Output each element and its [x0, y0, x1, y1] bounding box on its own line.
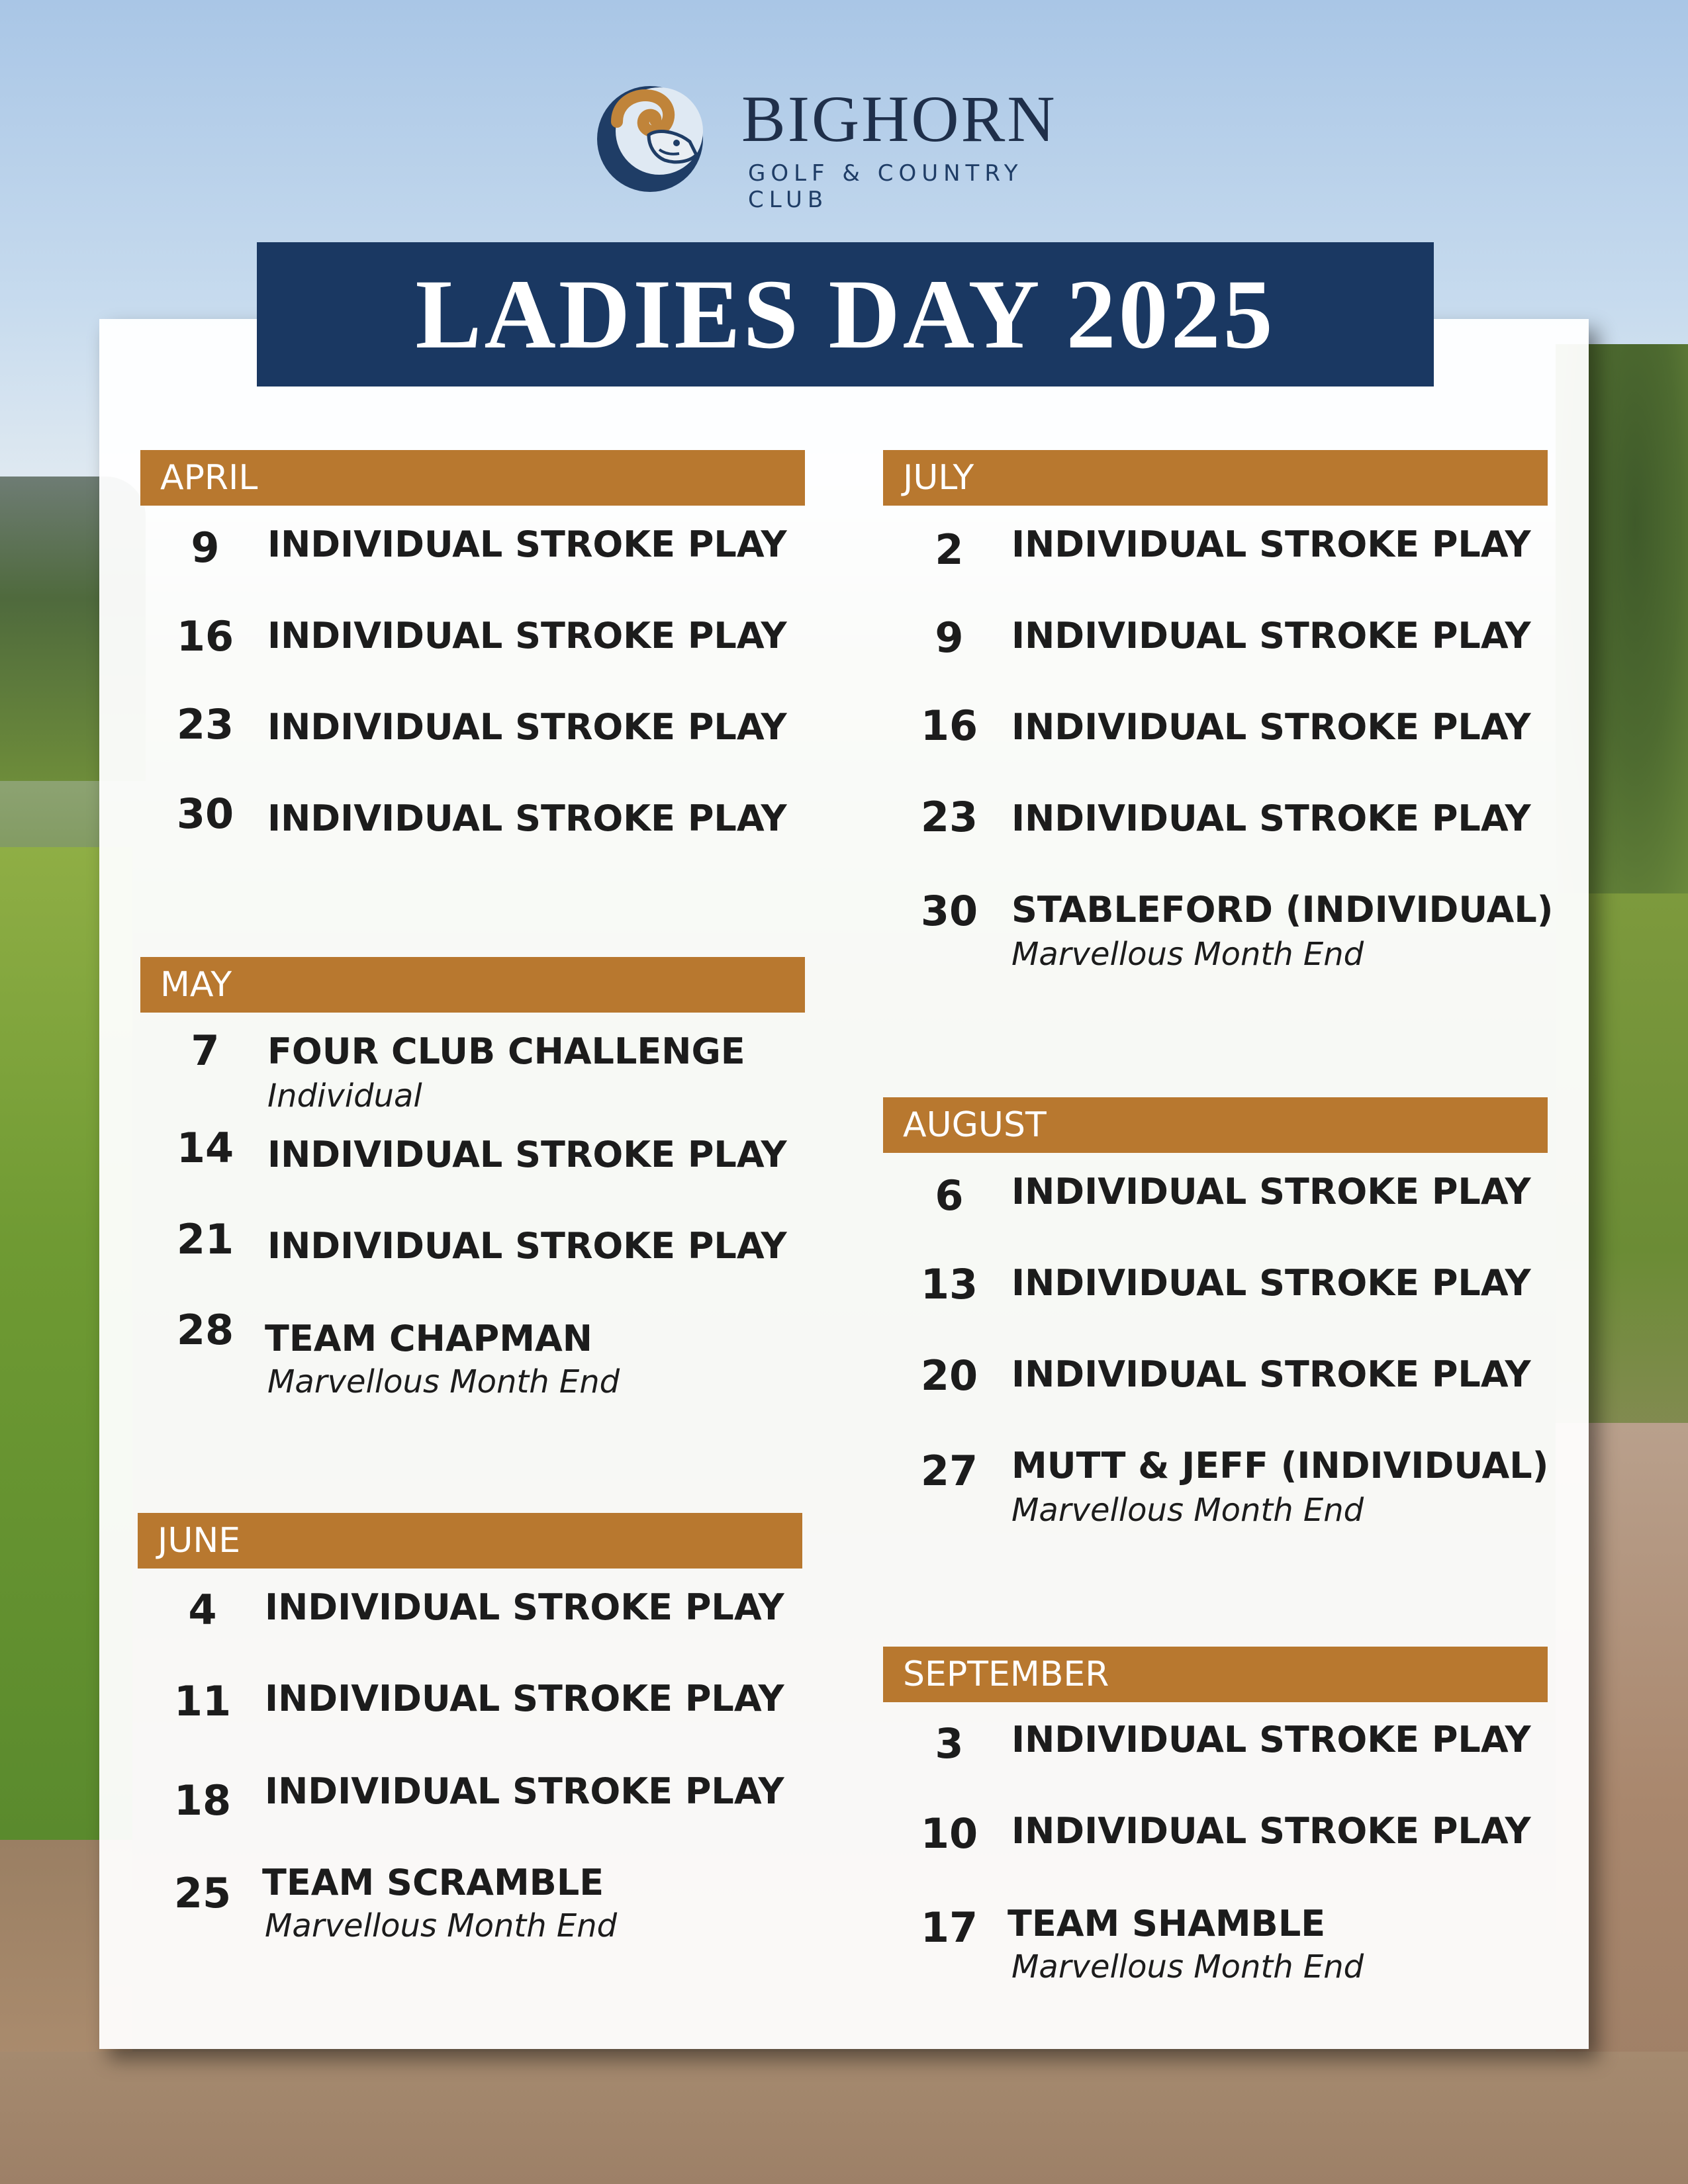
- event-title: TEAM SCRAMBLE: [262, 1862, 604, 1903]
- event-day: 14: [176, 1124, 234, 1172]
- title-banner: [257, 242, 1434, 387]
- event-title: INDIVIDUAL STROKE PLAY: [265, 1678, 784, 1719]
- event-title: INDIVIDUAL STROKE PLAY: [267, 1225, 787, 1267]
- event-title: STABLEFORD (INDIVIDUAL): [1011, 889, 1554, 931]
- event-subtitle: Marvellous Month End: [267, 1363, 620, 1400]
- event-title: INDIVIDUAL STROKE PLAY: [1011, 1353, 1531, 1395]
- event-day: 10: [920, 1809, 978, 1858]
- event-title: INDIVIDUAL STROKE PLAY: [267, 523, 787, 565]
- event-title: INDIVIDUAL STROKE PLAY: [1011, 1171, 1531, 1212]
- event-title: INDIVIDUAL STROKE PLAY: [265, 1586, 784, 1628]
- month-header-august: AUGUST: [883, 1097, 1548, 1153]
- event-title: INDIVIDUAL STROKE PLAY: [1011, 797, 1531, 839]
- event-title: TEAM SHAMBLE: [1008, 1903, 1326, 1944]
- event-day: 30: [176, 790, 234, 838]
- event-day: 20: [920, 1351, 978, 1400]
- event-day: 3: [935, 1719, 964, 1768]
- month-header-june: JUNE: [138, 1513, 802, 1569]
- event-subtitle: Marvellous Month End: [1011, 936, 1364, 973]
- event-day: 9: [935, 614, 964, 662]
- event-day: 18: [173, 1776, 232, 1825]
- event-day: 23: [176, 700, 234, 749]
- event-day: 13: [920, 1260, 978, 1308]
- event-title: INDIVIDUAL STROKE PLAY: [1011, 523, 1531, 565]
- ram-head-logo-icon: [590, 75, 710, 195]
- event-title: INDIVIDUAL STROKE PLAY: [1011, 615, 1531, 657]
- event-subtitle: Individual: [267, 1077, 422, 1115]
- event-day: 6: [935, 1171, 964, 1220]
- month-header-april: APRIL: [140, 450, 805, 506]
- month-header-september: SEPTEMBER: [883, 1647, 1548, 1702]
- event-day: 17: [920, 1903, 978, 1952]
- event-day: 30: [920, 887, 978, 935]
- event-title: FOUR CLUB CHALLENGE: [267, 1030, 745, 1072]
- event-day: 16: [920, 702, 978, 750]
- event-day: 23: [920, 793, 978, 841]
- event-day: 7: [191, 1026, 220, 1075]
- event-day: 28: [176, 1306, 234, 1354]
- event-title: INDIVIDUAL STROKE PLAY: [1011, 1810, 1531, 1852]
- event-title: INDIVIDUAL STROKE PLAY: [1011, 1719, 1531, 1760]
- event-day: 2: [935, 525, 964, 574]
- bunker-bottom: [0, 2052, 1688, 2184]
- event-day: 4: [188, 1586, 217, 1634]
- brand-name: BIGHORN: [741, 82, 1057, 156]
- event-day: 25: [173, 1869, 232, 1917]
- month-header-july: JULY: [883, 450, 1548, 506]
- club-logo: [583, 73, 1112, 213]
- event-subtitle: Marvellous Month End: [1011, 1948, 1364, 1985]
- month-header-may: MAY: [140, 957, 805, 1013]
- event-title: INDIVIDUAL STROKE PLAY: [267, 1134, 787, 1175]
- event-title: INDIVIDUAL STROKE PLAY: [267, 706, 787, 748]
- event-title: MUTT & JEFF (INDIVIDUAL): [1011, 1445, 1549, 1486]
- event-day: 27: [920, 1447, 978, 1495]
- event-title: TEAM CHAPMAN: [265, 1318, 592, 1359]
- event-title: INDIVIDUAL STROKE PLAY: [265, 1770, 784, 1812]
- page-title: LADIES DAY 2025: [415, 259, 1276, 369]
- event-day: 11: [173, 1677, 232, 1725]
- event-day: 21: [176, 1215, 234, 1263]
- event-day: 16: [176, 612, 234, 660]
- event-subtitle: Marvellous Month End: [265, 1907, 618, 1944]
- event-subtitle: Marvellous Month End: [1011, 1492, 1364, 1529]
- brand-subtitle: GOLF & COUNTRY CLUB: [748, 160, 1023, 213]
- event-title: INDIVIDUAL STROKE PLAY: [267, 615, 787, 657]
- event-title: INDIVIDUAL STROKE PLAY: [267, 797, 787, 839]
- event-title: INDIVIDUAL STROKE PLAY: [1011, 706, 1531, 748]
- event-title: INDIVIDUAL STROKE PLAY: [1011, 1262, 1531, 1304]
- event-day: 9: [191, 523, 220, 572]
